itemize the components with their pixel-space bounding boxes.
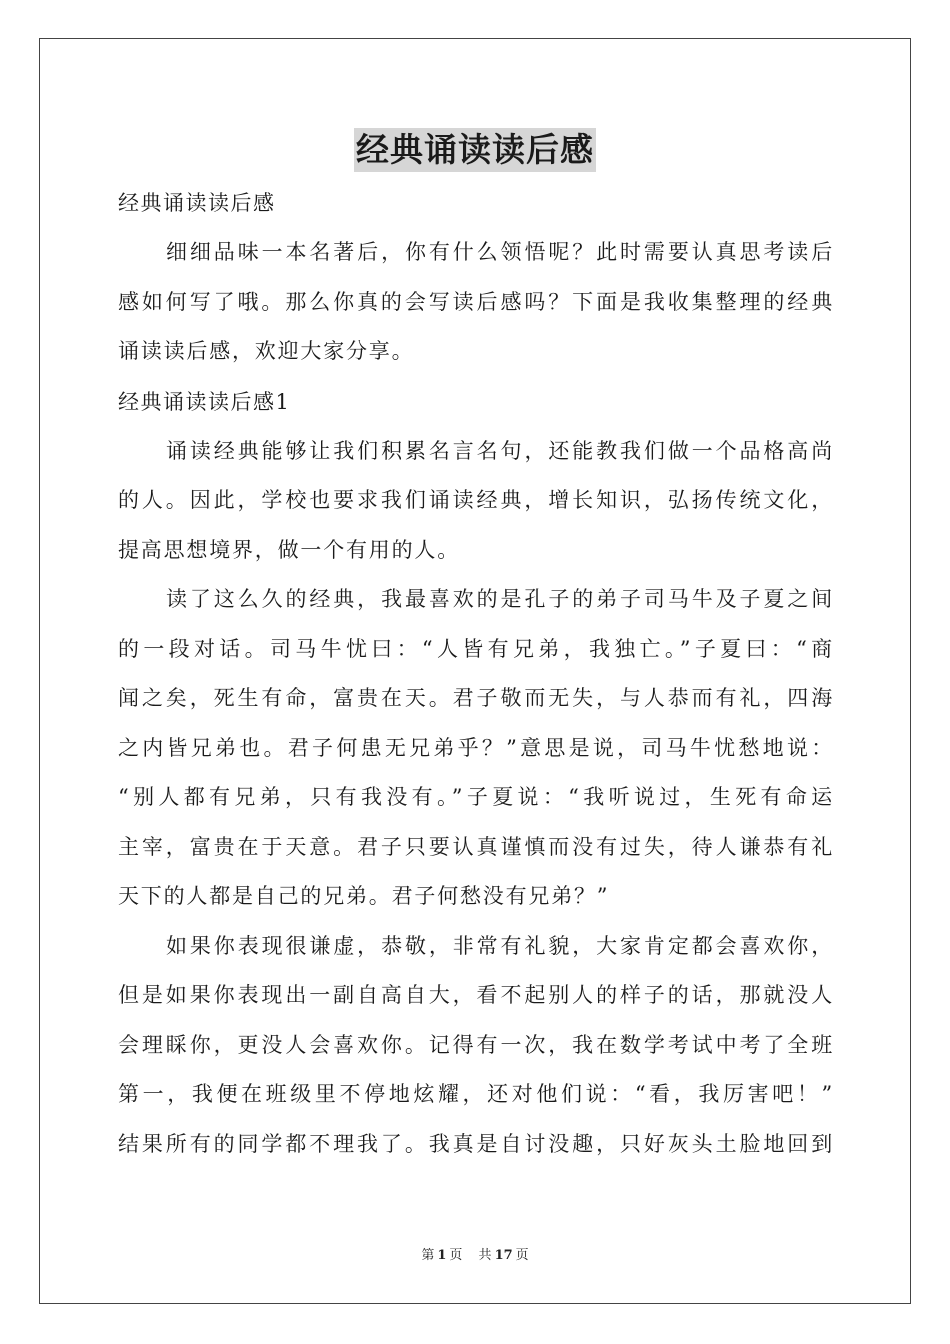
text-line: 提高思想境界，做一个有用的人。 (118, 537, 460, 562)
section-heading: 经典诵读读后感1 (118, 389, 291, 414)
title-container (0, 128, 950, 172)
total-prefix: 共 (478, 1248, 492, 1263)
text-line: 结果所有的同学都不理我了。我真是自讨没趣，只好灰头土脸地回到 (118, 1131, 834, 1156)
text-line: 的一段对话。司马牛忧曰：“人皆有兄弟，我独亡。”子夏曰：“商 (118, 636, 834, 661)
document-title: 经典诵读读后感 (354, 128, 596, 172)
intro-paragraph (118, 228, 834, 377)
text-line: 细细品味一本名著后，你有什么领悟呢？此时需要认真思考读后 (166, 240, 834, 264)
text-line: 之内皆兄弟也。君子何患无兄弟乎？”意思是说，司马牛忧愁地说： (118, 735, 834, 760)
text-line: 主宰，富贵在于天意。君子只要认真谨慎而没有过失，待人谦恭有礼 (118, 834, 834, 859)
text-line: 读了这么久的经典，我最喜欢的是孔子的弟子司马牛及子夏之间 (166, 587, 834, 611)
subtitle: 经典诵读读后感 (118, 191, 276, 215)
total-indicator (476, 1248, 532, 1263)
document-body (118, 178, 834, 1169)
paragraph-2 (118, 575, 834, 922)
total-suffix: 页 (515, 1248, 529, 1263)
text-line: 感如何写了哦。那么你真的会写读后感吗？下面是我收集整理的经典 (118, 289, 834, 314)
paragraph-3 (118, 922, 834, 1170)
page-footer (0, 1248, 950, 1264)
text-line: 天下的人都是自己的兄弟。君子何愁没有兄弟？” (118, 884, 610, 908)
paragraph-1 (118, 427, 834, 576)
text-line: 诵读读后感，欢迎大家分享。 (118, 339, 415, 363)
text-line: 如果你表现很谦虚，恭敬，非常有礼貌，大家肯定都会喜欢你， (166, 933, 834, 958)
text-line: 闻之矣，死生有命，富贵在天。君子敬而无失，与人恭而有礼，四海 (118, 686, 834, 710)
page-suffix: 页 (449, 1248, 463, 1263)
text-line: 第一，我便在班级里不停地炫耀，还对他们说：“看，我厉害吧！” (118, 1082, 834, 1106)
text-line: 会理睬你，更没人会喜欢你。记得有一次，我在数学考试中考了全班 (118, 1032, 834, 1057)
text-line: 的人。因此，学校也要求我们诵读经典，增长知识，弘扬传统文化， (118, 488, 834, 512)
text-line: 诵读经典能够让我们积累名言名句，还能教我们做一个品格高尚 (166, 438, 834, 463)
page-prefix: 第 (421, 1248, 435, 1263)
page-number: 1 (437, 1248, 447, 1263)
page-indicator (418, 1248, 465, 1263)
text-line: 但是如果你表现出一副自高自大，看不起别人的样子的话，那就没人 (118, 983, 834, 1007)
total-pages: 17 (494, 1248, 513, 1263)
text-line: “别人都有兄弟，只有我没有。”子夏说：“我听说过，生死有命运 (118, 785, 834, 809)
